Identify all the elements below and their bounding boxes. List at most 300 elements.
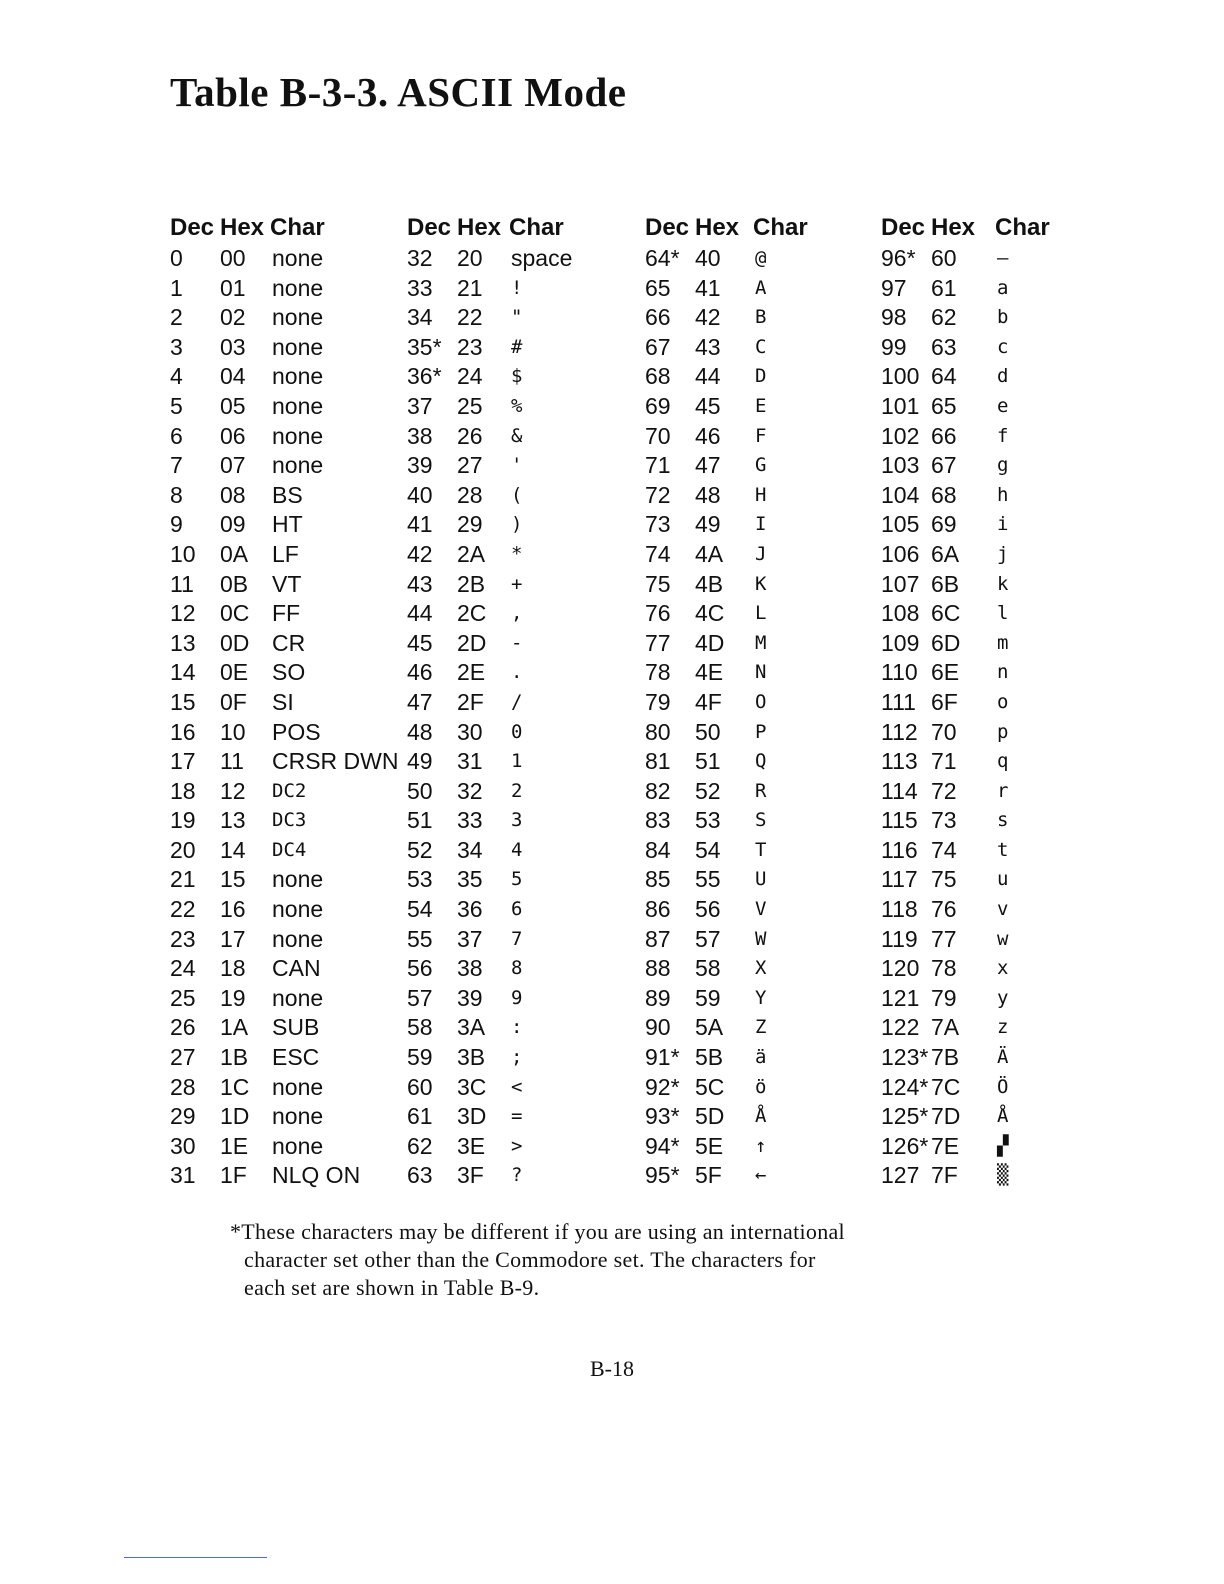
hex-value: 36 xyxy=(457,896,483,923)
dec-value: 88 xyxy=(645,955,671,982)
table-row xyxy=(881,658,1117,688)
ascii-column-1 xyxy=(170,214,406,1191)
hex-value: 42 xyxy=(695,304,721,331)
hex-value: 48 xyxy=(695,481,721,508)
table-row xyxy=(170,540,406,570)
dec-value: 69 xyxy=(645,392,671,419)
char-value: % xyxy=(511,394,523,417)
char-value: I xyxy=(755,513,767,536)
hex-value: 26 xyxy=(457,422,483,449)
table-row xyxy=(407,1043,643,1073)
table-row xyxy=(881,895,1117,925)
table-row xyxy=(881,747,1117,777)
footnote-line: *These characters may be different if you are using an international xyxy=(230,1219,845,1244)
char-value: Å xyxy=(755,1105,767,1128)
char-value: n xyxy=(997,661,1009,684)
char-value: K xyxy=(755,572,767,595)
hex-value: 7F xyxy=(931,1162,958,1189)
char-value: CRSR DWN xyxy=(272,748,399,775)
char-value: S xyxy=(755,809,767,832)
char-value: E xyxy=(755,394,767,417)
dec-value: 14 xyxy=(170,659,196,686)
char-value: C xyxy=(755,335,767,358)
char-value: CAN xyxy=(272,955,321,982)
table-row xyxy=(170,806,406,836)
hex-value: 0C xyxy=(220,600,250,627)
hex-value: 55 xyxy=(695,866,721,893)
dec-value: 12 xyxy=(170,600,196,627)
dec-value: 3 xyxy=(170,333,183,360)
dec-value: 59 xyxy=(407,1044,433,1071)
char-value: k xyxy=(997,572,1009,595)
dec-value: 5 xyxy=(170,392,183,419)
hex-value: 0A xyxy=(220,540,249,567)
dec-value: 86 xyxy=(645,896,671,923)
char-value: ESC xyxy=(272,1044,320,1071)
char-value: $ xyxy=(511,365,523,388)
hex-value: 73 xyxy=(931,807,957,834)
char-value: D xyxy=(755,365,767,388)
char-value: ; xyxy=(511,1046,523,1069)
dec-value: 122 xyxy=(881,1014,920,1041)
table-row xyxy=(881,629,1117,659)
table-row xyxy=(645,303,881,333)
table-row xyxy=(881,570,1117,600)
table-row xyxy=(645,451,881,481)
table-row xyxy=(170,718,406,748)
dec-value: 85 xyxy=(645,866,671,893)
table-row xyxy=(170,510,406,540)
dec-value: 105 xyxy=(881,511,920,538)
table-row xyxy=(407,688,643,718)
char-value: LF xyxy=(272,540,299,567)
hex-value: 44 xyxy=(695,363,721,390)
dec-value: 101 xyxy=(881,392,920,419)
char-value: - xyxy=(511,631,523,654)
table-row xyxy=(170,984,406,1014)
char-value: M xyxy=(755,631,767,654)
table-row xyxy=(407,984,643,1014)
char-value: p xyxy=(997,720,1009,743)
hex-value: 6E xyxy=(931,659,960,686)
table-row xyxy=(407,718,643,748)
hex-value: 65 xyxy=(931,392,957,419)
header-hex: Hex xyxy=(695,214,740,241)
dec-value: 107 xyxy=(881,570,920,597)
table-row xyxy=(170,481,406,511)
hex-value: 32 xyxy=(457,777,483,804)
table-row xyxy=(407,451,643,481)
char-value: POS xyxy=(272,718,321,745)
dec-value: 97 xyxy=(881,274,907,301)
column-header xyxy=(645,214,881,244)
hex-value: 2E xyxy=(457,659,486,686)
dec-value: 54 xyxy=(407,896,433,923)
char-value: ← xyxy=(755,1164,767,1187)
hex-value: 60 xyxy=(931,245,957,271)
char-value: none xyxy=(272,1132,324,1159)
dec-value: 26 xyxy=(170,1014,196,1041)
char-value: q xyxy=(997,750,1009,773)
dec-value: 63 xyxy=(407,1162,433,1189)
dec-value: 96* xyxy=(881,245,916,271)
dec-value: 84 xyxy=(645,836,671,863)
dec-value: 74 xyxy=(645,540,671,567)
char-value: u xyxy=(997,868,1009,891)
table-row xyxy=(645,777,881,807)
dec-value: 50 xyxy=(407,777,433,804)
dec-value: 64* xyxy=(645,245,680,271)
page-title: Table B-3-3. ASCII Mode xyxy=(170,69,627,115)
dec-value: 108 xyxy=(881,600,920,627)
table-row xyxy=(170,747,406,777)
dec-value: 9 xyxy=(170,511,183,538)
table-row xyxy=(881,1161,1117,1191)
dec-value: 40 xyxy=(407,481,433,508)
dec-value: 38 xyxy=(407,422,433,449)
hex-value: 56 xyxy=(695,896,721,923)
table-row xyxy=(170,333,406,363)
hex-value: 7E xyxy=(931,1132,960,1159)
dec-value: 31 xyxy=(170,1162,196,1189)
hex-value: 0E xyxy=(220,659,249,686)
footnote-line: each set are shown in Table B-9. xyxy=(244,1275,540,1300)
dec-value: 1 xyxy=(170,274,183,301)
hex-value: 18 xyxy=(220,955,246,982)
dec-value: 33 xyxy=(407,274,433,301)
table-row xyxy=(645,895,881,925)
char-value: A xyxy=(755,276,767,299)
table-row xyxy=(645,747,881,777)
char-value: < xyxy=(511,1075,523,1098)
dec-value: 126* xyxy=(881,1132,929,1159)
char-value: DC2 xyxy=(272,779,307,802)
dec-value: 73 xyxy=(645,511,671,538)
dec-value: 16 xyxy=(170,718,196,745)
hex-value: 3D xyxy=(457,1103,487,1130)
char-value: — xyxy=(997,247,1009,269)
table-row xyxy=(645,718,881,748)
dec-value: 47 xyxy=(407,688,433,715)
char-value: none xyxy=(272,422,324,449)
table-row xyxy=(407,392,643,422)
char-value: : xyxy=(511,1016,523,1039)
dec-value: 110 xyxy=(881,659,918,686)
dec-value: 20 xyxy=(170,836,196,863)
dec-value: 115 xyxy=(881,807,918,834)
dec-value: 25 xyxy=(170,984,196,1011)
table-row xyxy=(170,599,406,629)
hex-value: 1A xyxy=(220,1014,249,1041)
hex-value: 00 xyxy=(220,245,246,271)
hex-value: 29 xyxy=(457,511,483,538)
hex-value: 41 xyxy=(695,274,721,301)
char-value: * xyxy=(511,542,523,565)
char-value: 1 xyxy=(511,750,523,773)
dec-value: 92* xyxy=(645,1073,680,1100)
char-value: w xyxy=(997,927,1009,950)
char-value: v xyxy=(997,898,1009,921)
hex-value: 62 xyxy=(931,304,957,331)
dec-value: 13 xyxy=(170,629,196,656)
dec-value: 67 xyxy=(645,333,671,360)
char-value: t xyxy=(997,838,1009,861)
table-row xyxy=(645,1132,881,1162)
hex-value: 5D xyxy=(695,1103,725,1130)
char-value: Y xyxy=(755,986,767,1009)
hex-value: 4C xyxy=(695,600,725,627)
hex-value: 6A xyxy=(931,540,960,567)
char-value: P xyxy=(755,720,767,743)
table-row xyxy=(407,895,643,925)
table-row xyxy=(170,244,406,274)
dec-value: 58 xyxy=(407,1014,433,1041)
table-row xyxy=(407,865,643,895)
hex-value: 45 xyxy=(695,392,721,419)
hex-value: 5E xyxy=(695,1132,724,1159)
table-row xyxy=(170,629,406,659)
dec-value: 11 xyxy=(170,570,194,597)
dec-value: 48 xyxy=(407,718,433,745)
table-row xyxy=(407,836,643,866)
table-row xyxy=(170,865,406,895)
dec-value: 34 xyxy=(407,304,433,331)
hex-value: 68 xyxy=(931,481,957,508)
table-row xyxy=(170,836,406,866)
dec-value: 102 xyxy=(881,422,920,449)
hex-value: 71 xyxy=(931,748,957,775)
char-value: / xyxy=(511,690,523,713)
table-row xyxy=(170,925,406,955)
dec-value: 44 xyxy=(407,600,433,627)
char-value: @ xyxy=(755,247,767,269)
hex-value: 54 xyxy=(695,836,721,863)
char-value: j xyxy=(997,542,1009,565)
header-char: Char xyxy=(509,214,564,241)
hex-value: 02 xyxy=(220,304,246,331)
footnote xyxy=(230,1218,990,1302)
hex-value: 09 xyxy=(220,511,246,538)
table-row xyxy=(407,570,643,600)
table-row xyxy=(170,422,406,452)
table-row xyxy=(645,599,881,629)
dec-value: 51 xyxy=(407,807,433,834)
hex-value: 4B xyxy=(695,570,724,597)
hex-value: 38 xyxy=(457,955,483,982)
char-value: B xyxy=(755,306,767,329)
hex-value: 2C xyxy=(457,600,487,627)
dec-value: 35* xyxy=(407,333,442,360)
char-value: x xyxy=(997,957,1009,980)
char-value: m xyxy=(997,631,1009,654)
dec-value: 57 xyxy=(407,984,433,1011)
hex-value: 15 xyxy=(220,866,246,893)
table-row xyxy=(170,570,406,600)
char-value: none xyxy=(272,392,324,419)
dec-value: 6 xyxy=(170,422,183,449)
dec-value: 56 xyxy=(407,955,433,982)
hex-value: 22 xyxy=(457,304,483,331)
dec-value: 91* xyxy=(645,1044,680,1071)
char-value: + xyxy=(511,572,523,595)
dec-value: 127 xyxy=(881,1162,920,1189)
hex-value: 43 xyxy=(695,333,721,360)
hex-value: 4A xyxy=(695,540,724,567)
dec-value: 39 xyxy=(407,452,433,479)
hex-value: 49 xyxy=(695,511,721,538)
char-value: # xyxy=(511,335,523,358)
char-value: Z xyxy=(755,1016,767,1039)
hex-value: 78 xyxy=(931,955,957,982)
char-value: 8 xyxy=(511,957,523,980)
hex-value: 6D xyxy=(931,629,961,656)
dec-value: 4 xyxy=(170,363,183,390)
hex-value: 5A xyxy=(695,1014,724,1041)
header-hex: Hex xyxy=(931,214,976,241)
dec-value: 121 xyxy=(881,984,920,1011)
char-value: ' xyxy=(511,454,523,477)
table-row xyxy=(407,303,643,333)
dec-value: 100 xyxy=(881,363,920,390)
dec-value: 112 xyxy=(881,718,918,745)
table-row xyxy=(645,1161,881,1191)
char-value: H xyxy=(755,483,767,506)
table-row xyxy=(407,481,643,511)
dec-value: 66 xyxy=(645,304,671,331)
hex-value: 16 xyxy=(220,896,246,923)
table-row xyxy=(881,806,1117,836)
table-row xyxy=(407,540,643,570)
dec-value: 43 xyxy=(407,570,433,597)
char-value: SI xyxy=(272,688,294,715)
dec-value: 65 xyxy=(645,274,671,301)
hex-value: 51 xyxy=(695,748,721,775)
hex-value: 1B xyxy=(220,1044,249,1071)
hex-value: 4F xyxy=(695,688,722,715)
table-row xyxy=(645,362,881,392)
table-row xyxy=(170,362,406,392)
char-value: & xyxy=(511,424,523,447)
table-row xyxy=(645,806,881,836)
hex-value: 47 xyxy=(695,452,721,479)
dec-value: 21 xyxy=(170,866,196,893)
table-row xyxy=(645,1073,881,1103)
char-value: none xyxy=(272,304,324,331)
hex-value: 74 xyxy=(931,836,957,863)
char-value: L xyxy=(755,602,767,625)
header-dec: Dec xyxy=(170,214,215,241)
footnote-line: character set other than the Commodore set. The characters for xyxy=(244,1247,816,1272)
table-row xyxy=(645,925,881,955)
table-row xyxy=(407,274,643,304)
hex-value: 1C xyxy=(220,1073,250,1100)
char-value: ä xyxy=(755,1046,767,1069)
table-row xyxy=(881,451,1117,481)
hex-value: 28 xyxy=(457,481,483,508)
hex-value: 79 xyxy=(931,984,957,1011)
hex-value: 77 xyxy=(931,925,957,952)
char-value: CR xyxy=(272,629,306,656)
char-value: 4 xyxy=(511,838,523,861)
dec-value: 119 xyxy=(881,925,918,952)
dec-value: 68 xyxy=(645,363,671,390)
hex-value: 01 xyxy=(220,274,246,301)
char-value: ↑ xyxy=(755,1134,767,1157)
hex-value: 40 xyxy=(695,245,721,271)
hex-value: 3E xyxy=(457,1132,486,1159)
char-value: h xyxy=(997,483,1009,506)
table-row xyxy=(170,1102,406,1132)
dec-value: 81 xyxy=(645,748,671,775)
char-value: none xyxy=(272,245,324,271)
dec-value: 37 xyxy=(407,392,433,419)
hex-value: 34 xyxy=(457,836,483,863)
char-value: i xyxy=(997,513,1009,536)
table-row xyxy=(170,274,406,304)
hex-value: 57 xyxy=(695,925,721,952)
table-row xyxy=(170,658,406,688)
char-value: e xyxy=(997,394,1009,417)
table-row xyxy=(645,570,881,600)
table-row xyxy=(881,836,1117,866)
hex-value: 04 xyxy=(220,363,246,390)
dec-value: 15 xyxy=(170,688,196,715)
hex-value: 30 xyxy=(457,718,483,745)
bottom-rule xyxy=(124,1557,267,1558)
dec-value: 0 xyxy=(170,245,183,271)
table-row xyxy=(170,1073,406,1103)
table-row xyxy=(407,510,643,540)
char-value: BS xyxy=(272,481,303,508)
dec-value: 23 xyxy=(170,925,196,952)
column-header xyxy=(407,214,643,244)
hex-value: 7D xyxy=(931,1103,961,1130)
char-value: 6 xyxy=(511,898,523,921)
char-value: z xyxy=(997,1016,1009,1039)
table-row xyxy=(881,1043,1117,1073)
hex-value: 20 xyxy=(457,245,483,271)
char-value: none xyxy=(272,984,324,1011)
char-value: ) xyxy=(511,513,523,536)
table-row xyxy=(407,1132,643,1162)
dec-value: 27 xyxy=(170,1044,196,1071)
hex-value: 37 xyxy=(457,925,483,952)
table-row xyxy=(881,244,1117,274)
hex-value: 4E xyxy=(695,659,724,686)
header-hex: Hex xyxy=(220,214,265,241)
char-value: y xyxy=(997,986,1009,1009)
char-value: a xyxy=(997,276,1009,299)
hex-value: 08 xyxy=(220,481,246,508)
ascii-column-4 xyxy=(881,214,1117,1191)
char-value: N xyxy=(755,661,767,684)
table-row xyxy=(881,718,1117,748)
hex-value: 23 xyxy=(457,333,483,360)
hex-value: 31 xyxy=(457,748,483,775)
table-row xyxy=(645,1043,881,1073)
table-row xyxy=(645,540,881,570)
char-value: 0 xyxy=(511,720,523,743)
char-value: " xyxy=(511,306,523,329)
char-value: F xyxy=(755,424,767,447)
dec-value: 22 xyxy=(170,896,196,923)
char-value: ▒ xyxy=(997,1164,1009,1187)
char-value: c xyxy=(997,335,1009,358)
dec-value: 90 xyxy=(645,1014,671,1041)
hex-value: 35 xyxy=(457,866,483,893)
char-value: none xyxy=(272,452,324,479)
dec-value: 61 xyxy=(407,1103,433,1130)
